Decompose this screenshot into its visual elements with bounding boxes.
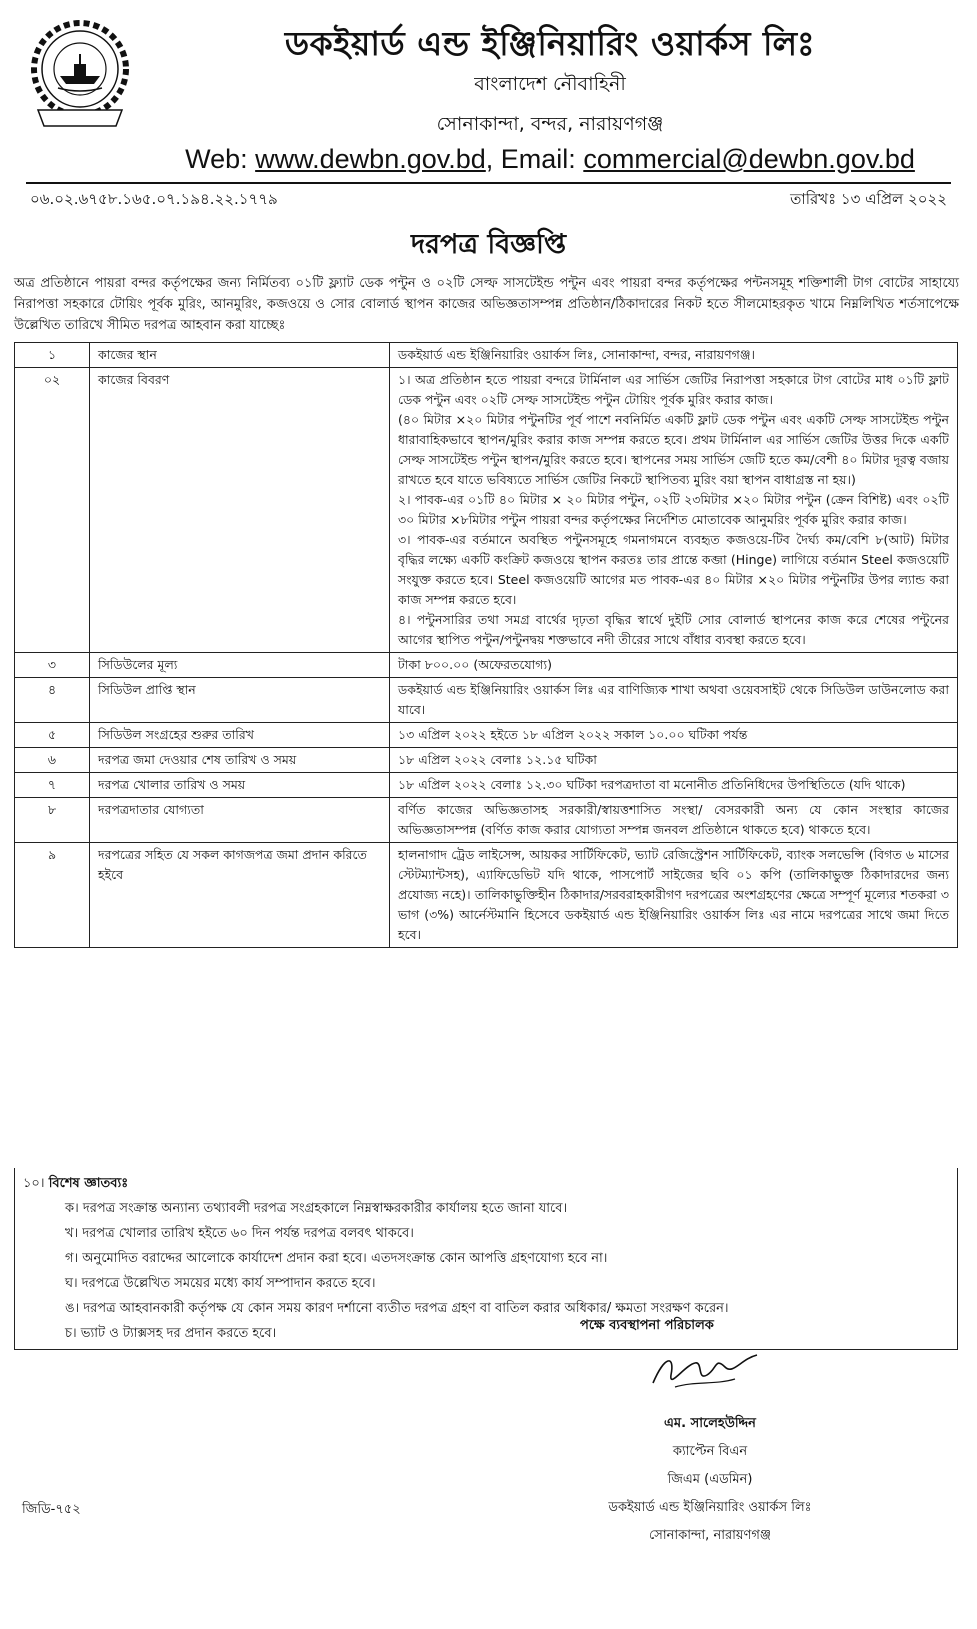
- row-label: দরপত্রের সহিত যে সকল কাগজপত্র জমা প্রদান করিতে হইবে: [90, 843, 390, 948]
- table-row: [15, 748, 958, 773]
- row-number: ০২: [15, 368, 90, 653]
- work-item-2: ২। পাবক-এর ০১টি ৪০ মিটার × ২০ মিটার পন্টুন, ০২টি ২৩মিটার ×২০ মিটার পন্টুন (ক্রেন বিশিষ্ট) এবং ০২টি ৩০ মিটার ×৮মিটার পন্টুন পায়রা বন্দর কর্তৃপক্ষের নির্দেশিত মোতাবেক আনুমরিং পূর্বক মুরিং করার কাজ।: [398, 492, 949, 527]
- special-note-item: ক। দরপত্র সংক্রান্ত অন্যান্য তথ্যাবলী দরপত্র সংগ্রহকালে নিম্নস্বাক্ষরকারীর কার্যালয় হতে জানা যাবে।: [65, 1201, 568, 1216]
- website-link[interactable]: www.dewbn.gov.bd: [255, 144, 486, 174]
- row-number: ৩: [15, 653, 90, 678]
- address-line: সোনাকান্দা, বন্দর, নারায়ণগঞ্জ: [436, 113, 664, 135]
- special-note-item: চ। ভ্যাট ও ট্যাক্সসহ দর প্রদান করতে হবে।: [65, 1326, 277, 1341]
- signatory-organization: ডকইয়ার্ড এন্ড ইঞ্জিনিয়ারিং ওয়ার্কস লিঃ: [608, 1500, 812, 1515]
- table-row: [15, 723, 958, 748]
- row-value: ১৩ এপ্রিল ২০২২ হইতে ১৮ এপ্রিল ২০২২ সকাল ১০.০০ ঘটিকা পর্যন্ত: [390, 723, 958, 748]
- row-value: হালনাগাদ ট্রেড লাইসেন্স, আয়কর সার্টিফিকেট, ভ্যাট রেজিস্ট্রেশন সার্টিফিকেট, ব্যাংক সলভেন্সি (বিগত ৬ মাসের স্টেটম্যান্টসহ), এ্যাফিডেভিট যদি থাকে, পাসপোর্ট সাইজের ছবি ০১ কপি (তালিকাভুক্ত ঠিকাদারদের জন্য প্রযোজ্য নহে)। তালিকাভুক্তিহীন ঠিকাদার/সরবরাহকারীগণ দরপত্রের অংশগ্রহণের ক্ষেত্রে সম্পূর্ণ মূল্যের শতকরা ৩ ভাগ (৩%) আর্নেস্টমানি হিসেবে ডকইয়ার্ড এন্ড ইঞ্জিনিয়ারিং ওয়ার্কস লিঃ এর নামে দরপত্রের সাথে জমা দিতে হবে।: [390, 843, 958, 948]
- contact-line: [150, 144, 950, 175]
- row-number: ৫: [15, 723, 90, 748]
- navy-subtitle: বাংলাদেশ নৌবাহিনী: [474, 73, 626, 95]
- table-row: [15, 343, 958, 368]
- row-number: ৮: [15, 798, 90, 843]
- row-label: সিডিউলের মূল্য: [90, 653, 390, 678]
- memo-number: ০৬.০২.৬৭৫৮.১৬৫.০৭.১৯৪.২২.১৭৭৯: [30, 190, 278, 208]
- row-value: ডকইয়ার্ড এন্ড ইঞ্জিনিয়ারিং ওয়ার্কস লিঃ এর বাণিজ্যিক শাখা অথবা ওয়েবসাইট থেকে সিডিউল ডাউনলোড করা যাবে।: [390, 678, 958, 723]
- row-label: দরপত্র জমা দেওয়ার শেষ তারিখ ও সময়: [90, 748, 390, 773]
- work-item-1-detail: (৪০ মিটার ×২০ মিটার পন্টুনটির পূর্ব পাশে নবনির্মিত একটি ফ্লাট ডেক পন্টুন এবং একটি সেল্ফ সাসটেইন্ড পন্টুন ধারাবাহিকভাবে স্থাপন/মুরিং করার কাজ সম্পন্ন করতে হবে। প্রথম টার্মিনাল এর সার্ভিস জেটির উত্তর দিকে একটি সেল্ফ সাসটেইন্ড পন্টুন স্থাপন/মুরিং করতে হবে। স্থাপনের সময় সার্ভিস জেটি হতে কম/বেশী ৪০ মিটার দূরত্ব বজায় রাখতে হবে যাতে ভবিষ্যতে সার্ভিস জেটির নিকটে স্থাপিতব্য মুরিং বয়া স্থাপন বাধাগ্রস্ত না হয়।): [398, 412, 949, 487]
- table-row: [15, 843, 958, 948]
- row-label: সিডিউল প্রাপ্তি স্থান: [90, 678, 390, 723]
- header-divider: [26, 182, 951, 184]
- row-label: দরপত্র খোলার তারিখ ও সময়: [90, 773, 390, 798]
- tender-conditions-table: [14, 342, 958, 948]
- web-label: Web:: [185, 144, 256, 174]
- signatory-post: জিএম (এডমিন): [667, 1472, 753, 1487]
- signature-image: [645, 1345, 765, 1395]
- signatory-location: সোনাকান্দা, নারায়ণগঞ্জ: [648, 1528, 772, 1543]
- intro-paragraph: অত্র প্রতিষ্ঠানে পায়রা বন্দর কর্তৃপক্ষের জন্য নির্মিতব্য ০১টি ফ্ল্যাট ডেক পন্টুন ও ০২টি সেল্ফ সাসটেইন্ড পন্টুন এবং পায়রা বন্দর কর্তৃপক্ষের পন্টনসমূহ শক্তিশালী টাগ বোটের সাহায্যে নিরাপত্তা সহকারে টোয়িং পূর্বক মুরিং, আনমুরিং, কজওয়ে ও সোর বোলার্ড স্থাপন কাজের অভিজ্ঞতাসম্পন্ন প্রতিষ্ঠান/ঠিকাদারের নিকট হতে সীলমোহরকৃত খামে নিম্নলিখিত শর্তসাপেক্ষে উল্লেখিত তারিখে সীমিত দরপত্র আহবান করা যাচ্ছেঃ: [14, 276, 959, 333]
- row-label: কাজের বিবরণ: [90, 368, 390, 653]
- dockyard-logo: [30, 14, 130, 134]
- notice-title: দরপত্র বিজ্ঞপ্তি: [410, 229, 567, 260]
- table-row: [15, 678, 958, 723]
- row-number: ৯: [15, 843, 90, 948]
- row-label: দরপত্রদাতার যোগ্যতা: [90, 798, 390, 843]
- row-number: ৪: [15, 678, 90, 723]
- work-item-3: ৩। পাবক-এর বর্তমানে অবস্থিত পন্টুনসমূহে গমনাগমনে ব্যবহৃত কজওয়ে-টিব দৈর্ঘ্য কম/বেশি ৮(আট) মিটার বৃদ্ধির লক্ষ্যে একটি কংক্রিট কজওয়ে স্থাপন করতঃ তার প্রান্তে কব্জা (Hinge) লাগিয়ে বর্তমান Steel কজওয়েটি সংযুক্ত করতে হবে। Steel কজওয়েটি আগের মত পাবক-এর ৪০ মিটার ×২০ মিটার পন্টুনটির উপর ল্যান্ড করা কাজ সম্পন্ন করতে হবে।: [398, 532, 949, 607]
- special-note-item: খ। দরপত্র খোলার তারিখ হইতে ৬০ দিন পর্যন্ত দরপত্র বলবৎ থাকবে।: [65, 1226, 414, 1241]
- email-link[interactable]: commercial@dewbn.gov.bd: [583, 144, 915, 174]
- row-value: ডকইয়ার্ড এন্ড ইঞ্জিনিয়ারিং ওয়ার্কস লিঃ, সোনাকান্দা, বন্দর, নারায়ণগঞ্জ।: [390, 343, 958, 368]
- special-notes: [14, 1168, 958, 1350]
- row-number: ৭: [15, 773, 90, 798]
- special-note-item: গ। অনুমোদিত বরাদ্দের আলোকে কার্যাদেশ প্রদান করা হবে। এতদসংক্রান্ত কোন আপত্তি গ্রহণযোগ্য হবে না।: [65, 1251, 608, 1266]
- special-notes-heading: [23, 1171, 949, 1196]
- table-row: [15, 773, 958, 798]
- on-behalf-label: পক্ষে ব্যবস্থাপনা পরিচালক: [580, 1318, 714, 1333]
- row-value: ১৮ এপ্রিল ২০২২ বেলাঃ ১২.১৫ ঘটিকা: [390, 748, 958, 773]
- work-description: [390, 368, 958, 653]
- organization-title: ডকইয়ার্ড এন্ড ইঞ্জিনিয়ারিং ওয়ার্কস লিঃ: [284, 24, 816, 63]
- special-note-item: ঘ। দরপত্রে উল্লেখিত সময়ের মধ্যে কার্য সম্পাদান করতে হবে।: [65, 1276, 376, 1291]
- signatory-name: এম. সালেহউদ্দিন: [664, 1416, 756, 1431]
- row-value: ১৮ এপ্রিল ২০২২ বেলাঃ ১২.৩০ ঘটিকা দরপত্রদাতা বা মনোনীত প্রতিনিধিদের উপস্থিতিতে (যদি থাকে): [390, 773, 958, 798]
- special-notes-number: ১০।: [23, 1176, 45, 1191]
- email-label: , Email:: [485, 144, 584, 174]
- footer-code: জিডি-৭৫২: [22, 1502, 81, 1517]
- row-value: বর্ণিত কাজের অভিজ্ঞতাসহ সরকারী/স্বায়ত্তশাসিত সংস্থা/ বেসরকারী অন্য যে কোন সংস্থার কাজের অভিজ্ঞতাসম্পন্ন (বর্ণিত কাজ করার যোগ্যতা সম্পন্ন জনবল প্রতিষ্ঠানে থাকতে হবে) থাকতে হবে।: [390, 798, 958, 843]
- work-item-1: ১। অত্র প্রতিষ্ঠান হতে পায়রা বন্দরে টার্মিনাল এর সার্ভিস জেটির নিরাপত্তা সহকারে টাগ বোটের মাধ ০১টি ফ্লাট ডেক পন্টুন এবং ০২টি সেল্ফ সাসটেইন্ড পন্টুন টোয়িং পূর্বক মুরিং করার কাজ।: [398, 372, 949, 407]
- table-row: [15, 798, 958, 843]
- row-value: টাকা ৮০০.০০ (অফেরতযোগ্য): [390, 653, 958, 678]
- signatory-rank: ক্যাপ্টেন বিএন: [672, 1444, 748, 1459]
- row-number: ১: [15, 343, 90, 368]
- table-row: [15, 368, 958, 653]
- table-row: [15, 653, 958, 678]
- notice-date: তারিখঃ ১৩ এপ্রিল ২০২২: [790, 190, 947, 208]
- work-item-4: ৪। পন্টুনসারির তথা সমগ্র বার্থের দৃঢ়তা বৃদ্ধির স্বার্থে দুইটি সোর বোলার্ড স্থাপনের কাজ করে শেষের পন্টুনের আগের স্থাপিত পন্টুন/পন্টুনদ্বয় শক্তভাবে নদী তীরের সাথে বাঁধার ব্যবস্থা করতে হবে।: [398, 612, 949, 647]
- row-label: সিডিউল সংগ্রহের শুরুর তারিখ: [90, 723, 390, 748]
- special-note-item: ঙ। দরপত্র আহবানকারী কর্তৃপক্ষ যে কোন সময় কারণ দর্শানো ব্যতীত দরপত্র গ্রহণ বা বাতিল করার অধিকার/ ক্ষমতা সংরক্ষণ করেন।: [65, 1301, 729, 1316]
- row-number: ৬: [15, 748, 90, 773]
- row-label: কাজের স্থান: [90, 343, 390, 368]
- special-notes-title: বিশেষ জ্ঞাতব্যঃ: [48, 1176, 129, 1191]
